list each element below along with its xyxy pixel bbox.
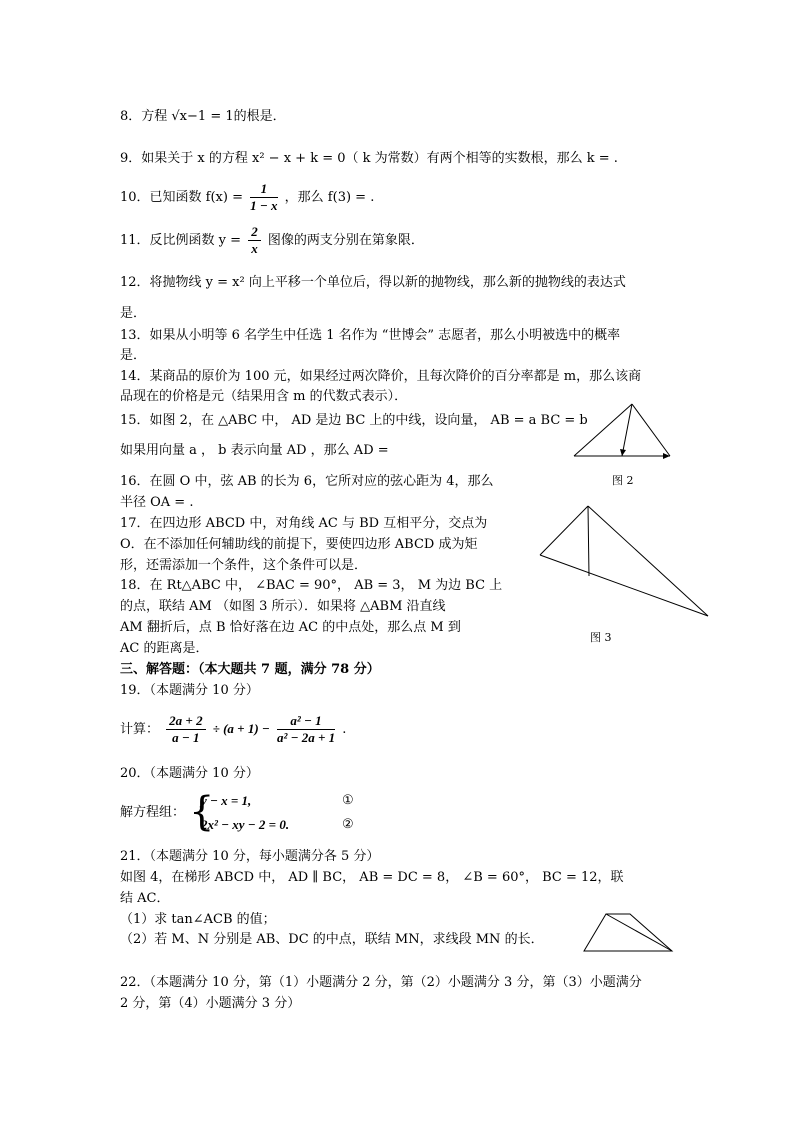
q19-middle: ÷ (a + 1) −	[212, 721, 270, 736]
question-17-line2: O．在不添加任何辅助线的前提下，要使四边形 ABCD 成为矩	[120, 537, 478, 552]
equation-brace: {	[189, 789, 215, 835]
q11-denominator: x	[251, 241, 258, 256]
figure-3-label: 图 3	[590, 631, 612, 644]
question-12-line2: 是．	[120, 306, 147, 321]
question-18-line2: 的点，联结 AM （如图 3 所示）．如果将 △ABM 沿直线	[120, 599, 446, 614]
question-14-line2: 品现在的价格是元（结果用含 m 的代数式表示）．	[120, 389, 408, 404]
question-21-part2: （2）若 M、N 分别是 AB、DC 的中点，联结 MN，求线段 MN 的长．	[120, 932, 544, 947]
figure-2-triangle	[570, 398, 680, 478]
q19-f1-numerator: 2a + 2	[166, 713, 205, 730]
question-16-line2: 半径 OA = .	[120, 495, 194, 510]
q11-numerator: 2	[248, 224, 261, 241]
q10-prefix: 10．已知函数 f(x) =	[120, 190, 243, 205]
question-22-line2: 2 分，第（4）小题满分 3 分）	[120, 996, 301, 1011]
question-19-heading: 19．（本题满分 10 分）	[120, 683, 259, 698]
q20-tag-1: ①	[342, 793, 354, 808]
question-11	[120, 224, 424, 257]
q20-prefix: 解方程组：	[120, 805, 186, 820]
question-18-line4: AC 的距离是．	[120, 641, 209, 656]
q20-tag-2: ②	[342, 817, 354, 832]
question-21-heading: 21．（本题满分 10 分，每小题满分各 5 分）	[120, 849, 380, 864]
question-14-line1: 14．某商品的原价为 100 元，如果经过两次降价，且每次降价的百分率都是 m，那么该商	[120, 369, 642, 384]
q10-denominator: 1 − x	[250, 198, 278, 213]
q11-prefix: 11．反比例函数 y =	[120, 233, 242, 248]
question-16-line1: 16．在圆 O 中，弦 AB 的长为 6，它所对应的弦心距为 4，那么	[120, 474, 494, 489]
question-13-line2: 是．	[120, 348, 147, 363]
question-21-part1: （1）求 tan∠ACB 的值；	[120, 912, 276, 927]
question-18-line3: AM 翻折后，点 B 恰好落在边 AC 的中点处，那么点 M 到	[120, 620, 461, 635]
q11-suffix: 图像的两支分别在第象限．	[267, 233, 424, 248]
q19-suffix: .	[342, 722, 347, 737]
figure-4-trapezoid	[580, 910, 680, 955]
question-21-line2: 结 AC．	[120, 891, 170, 906]
question-13-line1: 13．如果从小明等 6 名学生中任选 1 名作为 “世博会” 志愿者，那么小明被选中的概率	[120, 328, 621, 343]
figure-2-label: 图 2	[612, 474, 634, 487]
question-10	[120, 181, 374, 214]
question-15-line1: 15．如图 2，在 △ABC 中， AD 是边 BC 上的中线，设向量， AB = a BC = b	[120, 413, 588, 428]
question-15-line2: 如果用向量 a ， b 表示向量 AD ，那么 AD =	[120, 443, 389, 458]
question-20-heading: 20．（本题满分 10 分）	[120, 766, 259, 781]
q19-fraction-1	[166, 713, 205, 746]
question-17-line1: 17．在四边形 ABCD 中，对角线 AC 与 BD 互相平分，交点为	[120, 516, 488, 531]
question-12-line1: 12．将抛物线 y = x² 向上平移一个单位后，得以新的抛物线，那么新的抛物线的表达式	[120, 275, 626, 290]
q20-equation-1: y − x = 1,	[201, 793, 252, 808]
question-8: 8．方程 √x−1 = 1的根是．	[120, 109, 286, 124]
q10-numerator: 1	[250, 181, 277, 198]
question-18-line1: 18．在 Rt△ABC 中， ∠BAC = 90°， AB = 3， M 为边 BC 上	[120, 578, 503, 593]
question-21-line1: 如图 4，在梯形 ABCD 中， AD ∥ BC， AB = DC = 8， ∠B = 60°， BC = 12，联	[120, 870, 624, 885]
question-19-expression	[120, 713, 346, 746]
q11-fraction	[248, 224, 261, 257]
q20-equation-2: 2x² − xy − 2 = 0.	[201, 817, 290, 832]
q19-f1-denominator: a − 1	[172, 730, 200, 745]
q19-f2-numerator: a² − 1	[277, 713, 335, 730]
q10-fraction	[250, 181, 277, 214]
q19-fraction-2	[277, 713, 335, 746]
section-3-heading: 三、解答题：（本大题共 7 题，满分 78 分）	[120, 662, 380, 677]
question-17-line3: 形，还需添加一个条件，这个条件可以是．	[120, 558, 368, 573]
q10-suffix: ，那么 f(3) = .	[284, 190, 375, 205]
figure-3-triangle	[530, 498, 730, 638]
q19-f2-denominator: a² − 2a + 1	[276, 730, 336, 745]
question-9: 9．如果关于 x 的方程 x² − x + k = 0（ k 为常数）有两个相等的实数根，那么 k = .	[120, 151, 618, 166]
question-22-line1: 22．（本题满分 10 分，第（1）小题满分 2 分，第（2）小题满分 3 分，第（3）小题满分	[120, 975, 642, 990]
q19-prefix: 计算：	[120, 722, 160, 737]
